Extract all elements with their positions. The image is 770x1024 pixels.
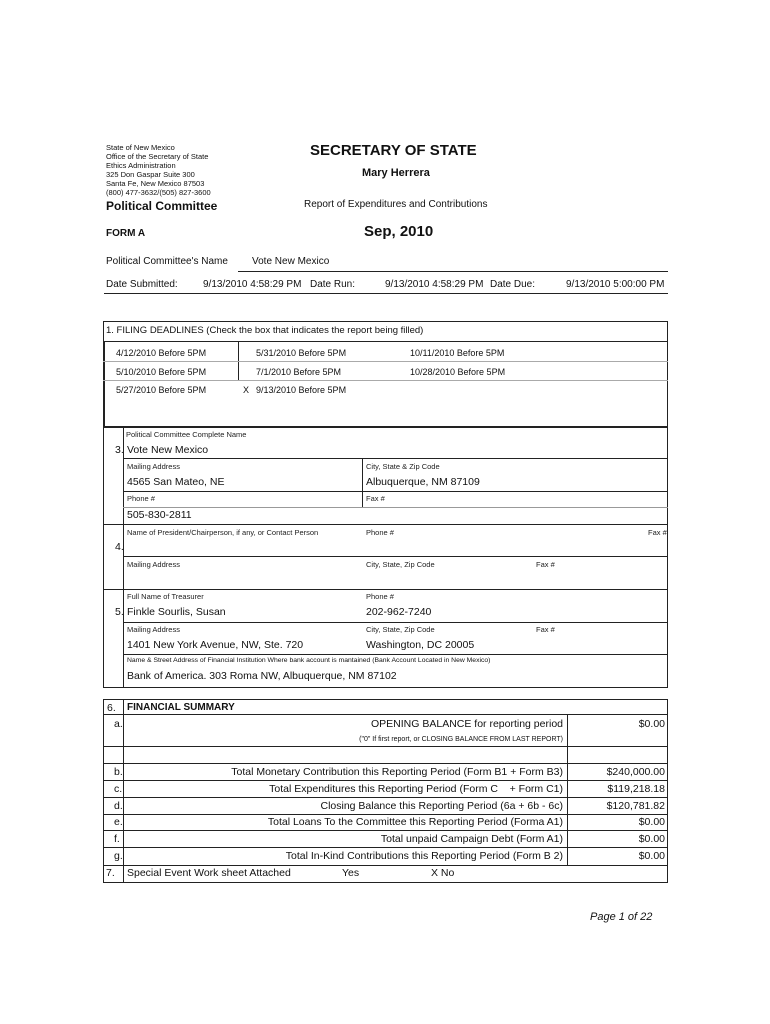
summary-row-value: $0.00: [638, 816, 665, 828]
row-letter: b.: [114, 766, 123, 778]
summary-row-label: Total In-Kind Contributions this Reporting Period (Form B 2): [285, 850, 563, 862]
divider: [123, 507, 668, 508]
treasurer-city-value: Washington, DC 20005: [366, 639, 475, 651]
special-event-yes[interactable]: Yes: [342, 867, 360, 879]
summary-row-value: $240,000.00: [606, 766, 665, 778]
committee-name-label: Political Committee's Name: [106, 256, 228, 267]
summary-row-label: Total Monetary Contribution this Reporting Period (Form B1 + Form B3): [231, 766, 563, 778]
complete-name-value: Vote New Mexico: [127, 444, 209, 456]
divider: [123, 491, 668, 492]
row-letter: d.: [114, 800, 123, 812]
date-run-label: Date Run:: [310, 279, 356, 290]
president-fax2-label: Fax #: [536, 560, 555, 569]
row-letter: f.: [114, 833, 120, 845]
committee-type: Political Committee: [106, 199, 218, 213]
divider: [103, 865, 668, 866]
treasurer-phone-label: Phone #: [366, 592, 394, 601]
address-line: Office of the Secretary of State: [106, 152, 209, 161]
dates-underline: [104, 293, 668, 294]
treasurer-mailing-value: 1401 New York Avenue, NW, Ste. 720: [127, 639, 304, 651]
summary-row-label: Total Expenditures this Reporting Period (Form C + Form C1): [269, 783, 563, 795]
divider: [103, 847, 668, 848]
divider: [123, 622, 668, 623]
form-label: FORM A: [106, 228, 146, 239]
president-name-label: Name of President/Chairperson, if any, or Contact Person: [127, 528, 319, 537]
divider: [103, 763, 668, 764]
divider: [123, 654, 668, 655]
address-line: State of New Mexico: [106, 143, 175, 152]
divider: [567, 714, 568, 866]
date-run-value: 9/13/2010 4:58:29 PM: [385, 279, 484, 290]
summary-row-label: Total Loans To the Committee this Reporting Period (Forma A1): [267, 816, 563, 828]
deadline-option[interactable]: 4/12/2010 Before 5PM: [116, 348, 207, 358]
city-state-zip-label: City, State & Zip Code: [366, 462, 440, 471]
phone-label: Phone #: [127, 494, 155, 503]
summary-row-value: $119,218.18: [607, 783, 665, 795]
divider: [103, 746, 668, 747]
filing-deadlines-title: 1. FILING DEADLINES (Check the box that indicates the report being filled): [106, 325, 424, 336]
bank-value: Bank of America. 303 Roma NW, Albuquerque, NM 87102: [127, 670, 397, 682]
report-period: Sep, 2010: [364, 223, 434, 240]
divider: [103, 361, 668, 362]
divider: [123, 556, 668, 557]
agency-title: SECRETARY OF STATE: [310, 142, 477, 159]
address-line: Santa Fe, New Mexico 87503: [106, 179, 205, 188]
treasurer-name-value: Finkle Sourlis, Susan: [127, 606, 226, 618]
opening-balance-value: $0.00: [638, 718, 665, 730]
page-number: Page 1 of 22: [590, 911, 653, 923]
row-letter: c.: [114, 783, 123, 795]
divider: [103, 780, 668, 781]
president-city-label: City, State, Zip Code: [366, 560, 435, 569]
divider: [103, 714, 668, 715]
divider: [103, 830, 668, 831]
mailing-address-value: 4565 San Mateo, NE: [127, 476, 225, 488]
deadline-option[interactable]: 5/10/2010 Before 5PM: [116, 367, 207, 377]
section-number: 6.: [107, 702, 116, 714]
divider: [362, 491, 363, 507]
president-mailing-label: Mailing Address: [127, 560, 180, 569]
deadline-option[interactable]: 9/13/2010 Before 5PM: [256, 385, 347, 395]
divider: [103, 524, 668, 525]
divider: [104, 341, 105, 427]
opening-balance-note: ("0" If first report, or CLOSING BALANCE FROM LAST REPORT): [359, 736, 563, 743]
row-letter: g.: [114, 850, 123, 862]
divider: [103, 589, 668, 590]
name-underline: [238, 271, 668, 272]
date-submitted-value: 9/13/2010 4:58:29 PM: [203, 279, 302, 290]
official-name: Mary Herrera: [362, 167, 430, 179]
opening-balance-label: OPENING BALANCE for reporting period: [371, 718, 563, 730]
complete-name-label: Political Committee Complete Name: [126, 430, 247, 439]
deadline-option[interactable]: 7/1/2010 Before 5PM: [256, 367, 342, 377]
deadline-option[interactable]: 5/31/2010 Before 5PM: [256, 348, 347, 358]
report-title: Report of Expenditures and Contributions: [304, 199, 488, 210]
date-due-label: Date Due:: [490, 279, 536, 290]
deadline-option[interactable]: 10/11/2010 Before 5PM: [410, 348, 505, 358]
agency-address: [106, 143, 266, 197]
summary-row-label: Closing Balance this Reporting Period (6a + 6b - 6c): [320, 800, 563, 812]
address-line: (800) 477-3632/(505) 827-3600: [106, 188, 211, 197]
special-event-label: Special Event Work sheet Attached: [127, 867, 291, 879]
summary-row-label: Total unpaid Campaign Debt (Form A1): [380, 833, 563, 845]
divider: [103, 814, 668, 815]
deadline-check-mark: X: [243, 385, 250, 395]
address-line: Ethics Administration: [106, 161, 176, 170]
section-number: 3.: [115, 444, 124, 456]
president-fax-label: Fax #: [648, 528, 667, 537]
divider: [103, 341, 668, 342]
summary-row-value: $0.00: [638, 833, 665, 845]
summary-row-value: $0.00: [638, 850, 665, 862]
date-due-value: 9/13/2010 5:00:00 PM: [566, 279, 665, 290]
summary-row-value: $120,781.82: [606, 800, 665, 812]
section-number: 5.: [115, 606, 124, 618]
mailing-address-label: Mailing Address: [127, 462, 180, 471]
treasurer-name-label: Full Name of Treasurer: [127, 592, 204, 601]
divider: [123, 427, 124, 688]
deadline-option[interactable]: 5/27/2010 Before 5PM: [116, 385, 207, 395]
treasurer-phone-value: 202-962-7240: [366, 606, 432, 618]
address-line: 325 Don Gaspar Suite 300: [106, 170, 195, 179]
divider: [103, 380, 668, 381]
president-phone-label: Phone #: [366, 528, 394, 537]
treasurer-fax-label: Fax #: [536, 625, 555, 634]
section-number: 4.: [115, 541, 124, 553]
phone-value: 505-830-2811: [127, 509, 192, 521]
divider: [123, 458, 668, 459]
divider: [103, 797, 668, 798]
city-state-zip-value: Albuquerque, NM 87109: [366, 476, 480, 488]
treasurer-city-label: City, State, Zip Code: [366, 625, 435, 634]
treasurer-mailing-label: Mailing Address: [127, 625, 180, 634]
financial-summary-title: FINANCIAL SUMMARY: [127, 702, 235, 713]
row-letter: e.: [114, 816, 123, 828]
row-letter: a.: [114, 718, 123, 730]
special-event-no[interactable]: X No: [431, 867, 455, 879]
fax-label: Fax #: [366, 494, 385, 503]
deadline-option[interactable]: 10/28/2010 Before 5PM: [410, 367, 506, 377]
section-number: 7.: [106, 867, 115, 879]
committee-name-value: Vote New Mexico: [252, 256, 330, 267]
divider: [362, 458, 363, 492]
divider: [123, 699, 124, 883]
date-submitted-label: Date Submitted:: [106, 279, 178, 290]
bank-label: Name & Street Address of Financial Institution Where bank account is mantained (Bank Account Located in New Mexico): [127, 657, 491, 664]
